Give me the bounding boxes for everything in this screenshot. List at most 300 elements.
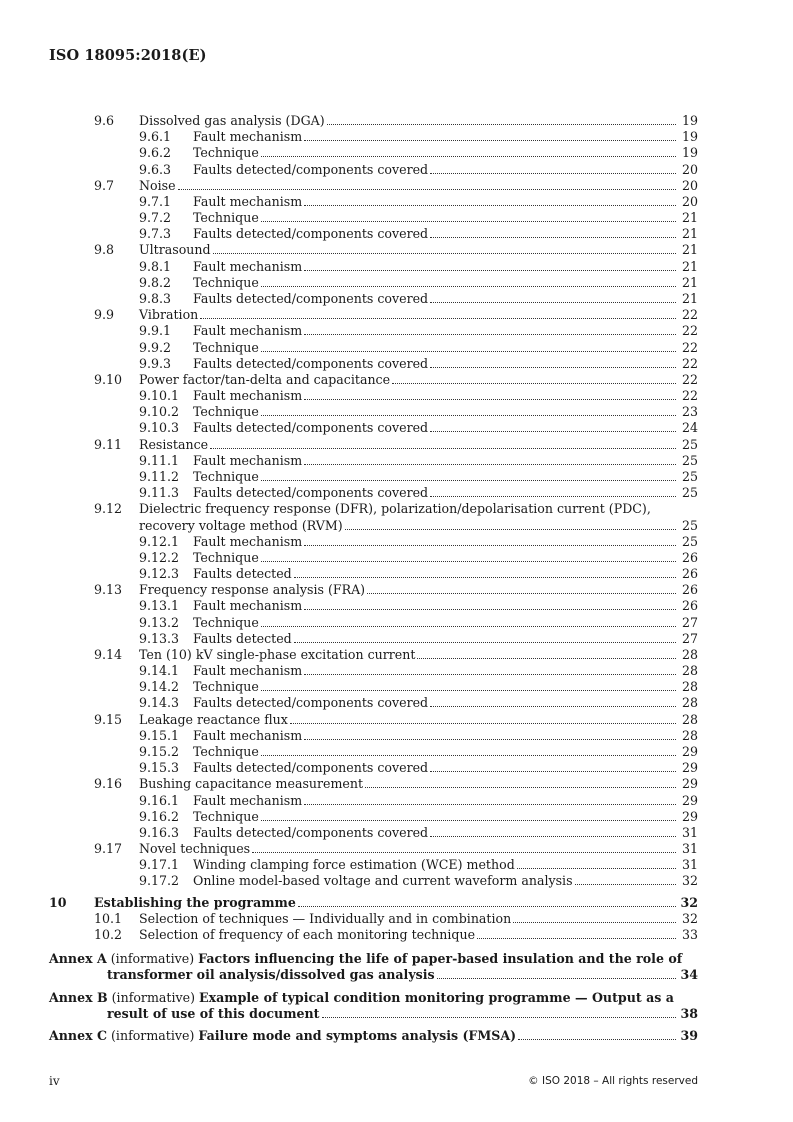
dot-leader — [430, 836, 676, 837]
toc-entry-title: Fault mechanism — [193, 727, 303, 743]
toc-entry-leader-row — [139, 647, 678, 663]
toc-entry-number: 10.2 — [94, 927, 123, 942]
toc-entry-page: 28 — [681, 663, 698, 679]
toc-entry-number: 10 — [49, 894, 67, 910]
dot-leader — [261, 221, 676, 222]
toc-entry-leader-row — [94, 895, 678, 911]
toc-entry-leader-row — [193, 145, 678, 161]
toc-entry — [0, 356, 793, 372]
toc-entry-number: 9.15.3 — [139, 760, 180, 776]
annex-entry — [0, 990, 793, 1006]
toc-entry-leader-row — [193, 550, 678, 566]
toc-entry-title: Online model-based voltage and current waveform analysis — [193, 873, 573, 889]
toc-entry — [0, 911, 793, 927]
toc-entry — [0, 485, 793, 501]
toc-entry — [0, 242, 793, 258]
dot-leader — [367, 593, 676, 594]
dot-leader — [430, 173, 676, 174]
annex-title: Example of typical condition monitoring programme — Output as a — [198, 989, 674, 1005]
toc-entry-title: Fault mechanism — [193, 129, 303, 145]
toc-entry-number: 9.16 — [94, 776, 123, 792]
toc-entry-page: 20 — [681, 161, 698, 177]
annex-title-continued: result of use of this document — [107, 1005, 320, 1021]
toc-entry-number: 9.11.2 — [139, 468, 180, 484]
dot-leader — [261, 561, 676, 562]
toc-entry-number: 9.14.1 — [139, 663, 180, 679]
toc-entry-title: Fault mechanism — [193, 258, 303, 274]
dot-leader — [252, 852, 676, 853]
toc-entry-leader-row — [139, 927, 678, 943]
toc-entry-title: Leakage reactance flux — [139, 711, 288, 727]
toc-entry-page: 23 — [681, 404, 698, 420]
toc-entry-number: 9.6.3 — [139, 161, 172, 177]
toc-entry-number: 10.1 — [94, 910, 123, 926]
toc-entry — [0, 404, 793, 420]
toc-entry — [0, 550, 793, 566]
dot-leader — [290, 723, 676, 724]
toc-entry-title: Technique — [193, 808, 259, 824]
toc-entry-title: Selection of techniques — Individually and in combination — [139, 910, 512, 926]
toc-entry — [0, 291, 793, 307]
toc-entry-leader-row — [139, 307, 678, 323]
toc-entry-page: 22 — [681, 339, 698, 355]
toc-entry — [0, 372, 793, 388]
toc-entry-leader-row — [193, 679, 678, 695]
copyright-notice: © ISO 2018 – All rights reserved — [528, 1075, 698, 1087]
toc-entry — [0, 857, 793, 873]
toc-entry-page: 22 — [681, 388, 698, 404]
toc-entry-leader-row — [193, 162, 678, 178]
toc-entry-page: 24 — [681, 420, 698, 436]
toc-entry-page: 26 — [681, 598, 698, 614]
dot-leader — [575, 884, 676, 885]
dot-leader — [430, 302, 676, 303]
dot-leader — [304, 545, 676, 546]
toc-entry-title: Ultrasound — [139, 242, 211, 258]
toc-entry-page: 32 — [680, 894, 698, 910]
dot-leader — [294, 577, 676, 578]
toc-entry-page: 31 — [681, 841, 698, 857]
toc-entry-page: 21 — [681, 226, 698, 242]
toc-entry-page: 22 — [681, 355, 698, 371]
toc-entry — [0, 275, 793, 291]
toc-entry-title: Technique — [193, 210, 259, 226]
toc-entry-number: 9.14.3 — [139, 695, 180, 711]
toc-entry-title: Faults detected/components covered — [193, 485, 429, 501]
toc-entry-page: 21 — [681, 274, 698, 290]
toc-entry — [0, 194, 793, 210]
toc-entry-title: Fault mechanism — [193, 792, 303, 808]
annex-title: Failure mode and symptoms analysis (FMSA) — [198, 1027, 517, 1043]
toc-entry-page: 21 — [681, 258, 698, 274]
toc-entry-leader-row — [139, 518, 678, 534]
annex-type: (informative) — [110, 951, 195, 967]
toc-entry — [0, 323, 793, 339]
toc-entry-title: Dissolved gas analysis (DGA) — [139, 113, 325, 128]
toc-entry-page: 25 — [681, 517, 698, 533]
toc-entry-leader-row — [193, 825, 678, 841]
toc-entry-number: 9.16.1 — [139, 792, 180, 808]
dot-leader — [437, 978, 676, 979]
toc-entry-number: 9.9.2 — [139, 339, 172, 355]
dot-leader — [210, 448, 676, 449]
toc-entry-page: 20 — [681, 177, 698, 193]
dot-leader — [298, 906, 676, 907]
annex-entry-continued — [0, 967, 793, 983]
toc-entry-title: Fault mechanism — [193, 663, 303, 679]
annex-label: Annex B — [49, 989, 108, 1005]
toc-entry-page: 29 — [681, 760, 698, 776]
dot-leader — [261, 351, 676, 352]
toc-entry-leader-row — [139, 242, 678, 258]
toc-entry-title: Technique — [193, 744, 259, 760]
toc-entry — [0, 210, 793, 226]
dot-leader — [304, 399, 676, 400]
dot-leader — [513, 922, 676, 923]
toc-entry-title: Faults detected/components covered — [193, 290, 429, 306]
toc-entry-page: 21 — [681, 210, 698, 226]
toc-entry-title: Faults detected/components covered — [193, 161, 429, 177]
dot-leader — [261, 480, 676, 481]
toc-entry — [0, 437, 793, 453]
toc-entry-number: 9.7.3 — [139, 226, 172, 242]
toc-entry-page: 25 — [681, 468, 698, 484]
annex-heading — [49, 990, 678, 1006]
annex-entry — [0, 1028, 793, 1044]
toc-entry-leader-row — [193, 566, 678, 582]
toc-entry-number: 9.8.3 — [139, 290, 172, 306]
toc-entry-leader-row — [139, 841, 678, 857]
toc-entry-title: Selection of frequency of each monitoring technique — [139, 927, 476, 942]
toc-entry-number: 9.15.1 — [139, 727, 180, 743]
toc-entry — [0, 162, 793, 178]
toc-entry-title: Faults detected — [193, 630, 292, 646]
toc-entry-leader-row — [139, 911, 678, 927]
toc-entry-number: 9.13 — [94, 582, 123, 598]
toc-entry-title: Technique — [193, 614, 259, 630]
dot-leader — [304, 804, 676, 805]
annex-title-continued: transformer oil analysis/dissolved gas analysis — [107, 967, 435, 983]
toc-entry-number: 9.13.3 — [139, 630, 180, 646]
dot-leader — [430, 496, 676, 497]
toc-entry-leader-row — [193, 744, 678, 760]
toc-entry-title: recovery voltage method (RVM) — [139, 517, 343, 533]
toc-entry-leader-row — [193, 663, 678, 679]
toc-entry-leader-row — [193, 631, 678, 647]
annex-label: Annex C — [49, 1027, 108, 1043]
toc-entry — [0, 469, 793, 485]
toc-entry-number: 9.16.2 — [139, 808, 180, 824]
toc-entry — [0, 129, 793, 145]
toc-entry-number: 9.14.2 — [139, 679, 180, 695]
toc-entry-title: Dielectric frequency response (DFR), polarization/depolarisation current (PDC), — [139, 501, 651, 517]
toc-entry-leader-row — [193, 356, 678, 372]
toc-entry-leader-row — [139, 178, 678, 194]
toc-entry-page: 27 — [681, 630, 698, 646]
toc-entry-title: Bushing capacitance measurement — [139, 776, 364, 792]
dot-leader — [304, 334, 676, 335]
toc-entry — [0, 615, 793, 631]
dot-leader — [261, 690, 676, 691]
toc-entry — [0, 178, 793, 194]
toc-entry — [0, 518, 793, 534]
toc-entry-number: 9.10 — [94, 371, 123, 387]
toc-entry-leader-row — [193, 857, 678, 873]
dot-leader — [477, 938, 676, 939]
dot-leader — [430, 706, 676, 707]
toc-entry — [0, 501, 793, 517]
toc-entry-title: Fault mechanism — [193, 193, 303, 209]
toc-entry-title: Fault mechanism — [193, 388, 303, 404]
toc-entry-number: 9.15.2 — [139, 744, 180, 760]
toc-entry-page: 28 — [681, 695, 698, 711]
toc-entry-leader-row — [193, 598, 678, 614]
toc-entry-leader-row — [139, 113, 678, 129]
annex-type: (informative) — [111, 989, 195, 1005]
toc-entry-number: 9.13.2 — [139, 614, 180, 630]
toc-entry-page: 26 — [681, 582, 698, 598]
toc-entry — [0, 927, 793, 943]
dot-leader — [430, 771, 676, 772]
toc-entry-leader-row — [193, 194, 678, 210]
toc-entry-title: Technique — [193, 549, 259, 565]
toc-entry — [0, 647, 793, 663]
toc-entry-number: 9.6.2 — [139, 145, 172, 161]
dot-leader — [304, 674, 676, 675]
toc-entry-page: 33 — [681, 927, 698, 942]
toc-entry-title: Technique — [193, 145, 259, 161]
toc-entry-page: 21 — [681, 242, 698, 258]
toc-entry-title: Faults detected/components covered — [193, 760, 429, 776]
toc-entry-leader-row — [193, 873, 678, 889]
annex-page: 39 — [680, 1027, 698, 1043]
toc-entry-page: 29 — [681, 776, 698, 792]
toc-entry-page: 26 — [681, 549, 698, 565]
toc-entry — [0, 388, 793, 404]
toc-entry-leader-row — [139, 712, 678, 728]
toc-entry-title: Faults detected/components covered — [193, 355, 429, 371]
toc-entry-title: Technique — [193, 339, 259, 355]
toc-entry — [0, 809, 793, 825]
toc-entry-title: Faults detected/components covered — [193, 695, 429, 711]
toc-entry-page: 28 — [681, 727, 698, 743]
toc-entry-page: 19 — [681, 129, 698, 145]
toc-entry — [0, 631, 793, 647]
toc-entry-number: 9.6.1 — [139, 129, 172, 145]
dot-leader — [178, 189, 676, 190]
dot-leader — [200, 318, 676, 319]
dot-leader — [430, 431, 676, 432]
toc-entry-leader-row — [193, 275, 678, 291]
toc-entry-leader-row — [193, 809, 678, 825]
toc-entry-title: Power factor/tan-delta and capacitance — [139, 371, 391, 387]
toc-entry-page: 20 — [681, 193, 698, 209]
toc-entry-title: Fault mechanism — [193, 452, 303, 468]
toc-entry-leader-row — [139, 372, 678, 388]
toc-entry-page: 29 — [681, 792, 698, 808]
dot-leader — [322, 1017, 676, 1018]
document-id-header: ISO 18095:2018(E) — [49, 47, 207, 64]
toc-entry-number: 9.10.1 — [139, 388, 180, 404]
toc-entry-leader-row — [193, 323, 678, 339]
toc-entry — [0, 566, 793, 582]
toc-entry-title: Noise — [139, 177, 176, 193]
toc-entry-page: 22 — [681, 323, 698, 339]
toc-entry-leader-row — [193, 615, 678, 631]
dot-leader — [392, 383, 676, 384]
toc-entry-title: Fault mechanism — [193, 533, 303, 549]
toc-entry-page: 28 — [681, 646, 698, 662]
toc-entry — [0, 695, 793, 711]
dot-leader — [294, 642, 676, 643]
toc-entry-number: 9.9.3 — [139, 355, 172, 371]
toc-entry — [0, 598, 793, 614]
toc-entry-page: 19 — [681, 145, 698, 161]
toc-entry-page: 31 — [681, 824, 698, 840]
toc-entry-leader-row — [193, 210, 678, 226]
dot-leader — [365, 787, 676, 788]
toc-entry-leader-row — [193, 420, 678, 436]
toc-entry-number: 9.12.2 — [139, 549, 180, 565]
toc-entry-page: 22 — [681, 307, 698, 323]
toc-entry-title: Establishing the programme — [94, 894, 296, 910]
toc-entry — [0, 534, 793, 550]
toc-entry-leader-row — [193, 291, 678, 307]
toc-entry-leader-row — [193, 388, 678, 404]
dot-leader — [304, 140, 676, 141]
toc-entry-page: 25 — [681, 436, 698, 452]
toc-entry-leader-row — [193, 259, 678, 275]
annex-label: Annex A — [49, 951, 107, 967]
toc-entry-leader-row — [193, 534, 678, 550]
toc-entry — [0, 728, 793, 744]
toc-entry-leader-row — [193, 404, 678, 420]
toc-entry-leader-row — [193, 728, 678, 744]
toc-entry-number: 9.17.2 — [139, 873, 180, 889]
toc-entry-number: 9.8.2 — [139, 274, 172, 290]
annex-entry-continued — [0, 1006, 793, 1022]
dot-leader — [517, 868, 676, 869]
toc-entry-title: Fault mechanism — [193, 598, 303, 614]
toc-entry-title: Technique — [193, 274, 259, 290]
annex-page: 34 — [680, 967, 698, 983]
toc-entry-title: Vibration — [139, 307, 199, 323]
page-number: iv — [49, 1074, 60, 1088]
dot-leader — [417, 658, 676, 659]
toc-entry-page: 21 — [681, 290, 698, 306]
toc-entry — [0, 712, 793, 728]
toc-entry-title: Technique — [193, 468, 259, 484]
toc-entry-number: 9.7.1 — [139, 193, 172, 209]
toc-entry — [0, 744, 793, 760]
dot-leader — [261, 820, 676, 821]
toc-entry-leader-row — [139, 776, 678, 792]
toc-entry — [0, 453, 793, 469]
toc-entry-title: Fault mechanism — [193, 323, 303, 339]
toc-entry-title: Faults detected/components covered — [193, 420, 429, 436]
toc-entry-page: 32 — [681, 910, 698, 926]
toc-entry-title: Faults detected/components covered — [193, 226, 429, 242]
toc-entry-page: 29 — [681, 808, 698, 824]
toc-entry-leader-row — [193, 469, 678, 485]
toc-entry-leader-row — [193, 695, 678, 711]
toc-entry-number: 9.12.3 — [139, 566, 180, 582]
dot-leader — [304, 464, 676, 465]
toc-entry — [0, 873, 793, 889]
toc-entry-page: 29 — [681, 744, 698, 760]
toc-entry-leader-row — [193, 760, 678, 776]
toc-entry-page: 28 — [681, 711, 698, 727]
toc-entry-leader-row — [193, 226, 678, 242]
toc-entry-title: Frequency response analysis (FRA) — [139, 582, 366, 598]
annex-page: 38 — [680, 1005, 698, 1021]
toc-entry-number: 9.16.3 — [139, 824, 180, 840]
toc-entry-page: 25 — [681, 452, 698, 468]
toc-entry-number: 9.14 — [94, 646, 123, 662]
toc-entry-title: Winding clamping force estimation (WCE) method — [193, 857, 515, 873]
toc-entry-leader-row — [139, 437, 678, 453]
dot-leader — [261, 626, 676, 627]
toc-entry-number: 9.12.1 — [139, 533, 180, 549]
toc-entry — [0, 145, 793, 161]
toc-entry-leader-row — [193, 340, 678, 356]
toc-entry-number: 9.8.1 — [139, 258, 172, 274]
dot-leader — [261, 286, 676, 287]
annex-heading — [49, 1028, 678, 1044]
dot-leader — [518, 1039, 676, 1040]
toc-entry-page: 28 — [681, 679, 698, 695]
toc-entry — [0, 825, 793, 841]
toc-entry-number: 9.9 — [94, 307, 115, 323]
toc-entry-page: 19 — [681, 113, 698, 128]
dot-leader — [261, 755, 676, 756]
annex-heading — [49, 951, 683, 967]
dot-leader — [304, 609, 676, 610]
toc-entry-number: 9.8 — [94, 242, 115, 258]
toc-entry-number: 9.12 — [94, 501, 123, 517]
toc-entry-leader-row — [193, 793, 678, 809]
toc-entry-title: Technique — [193, 679, 259, 695]
toc-entry — [0, 679, 793, 695]
toc-entry — [0, 307, 793, 323]
toc-entry-number: 9.7 — [94, 177, 115, 193]
toc-entry — [0, 793, 793, 809]
annex-leader-row — [107, 1006, 678, 1022]
toc-entry-title: Faults detected/components covered — [193, 824, 429, 840]
toc-entry — [0, 663, 793, 679]
dot-leader — [327, 124, 676, 125]
toc-entry-number: 9.17 — [94, 841, 123, 857]
toc-entry-number: 9.11.3 — [139, 485, 180, 501]
toc-entry-page: 32 — [681, 873, 698, 889]
toc-entry-page: 26 — [681, 566, 698, 582]
toc-entry-number: 9.17.1 — [139, 857, 180, 873]
toc-entry-number: 9.10.3 — [139, 420, 180, 436]
toc-entry-number: 9.7.2 — [139, 210, 172, 226]
toc-entry — [0, 895, 793, 911]
toc-entry-page: 27 — [681, 614, 698, 630]
toc-entry-leader-row — [193, 453, 678, 469]
dot-leader — [430, 237, 676, 238]
toc-entry-leader-row — [193, 129, 678, 145]
toc-entry-leader-row — [139, 582, 678, 598]
toc-entry — [0, 226, 793, 242]
toc-entry-title: Technique — [193, 404, 259, 420]
toc-entry — [0, 841, 793, 857]
toc-entry-page: 25 — [681, 485, 698, 501]
toc-entry-number: 9.6 — [94, 113, 115, 128]
dot-leader — [261, 156, 676, 157]
